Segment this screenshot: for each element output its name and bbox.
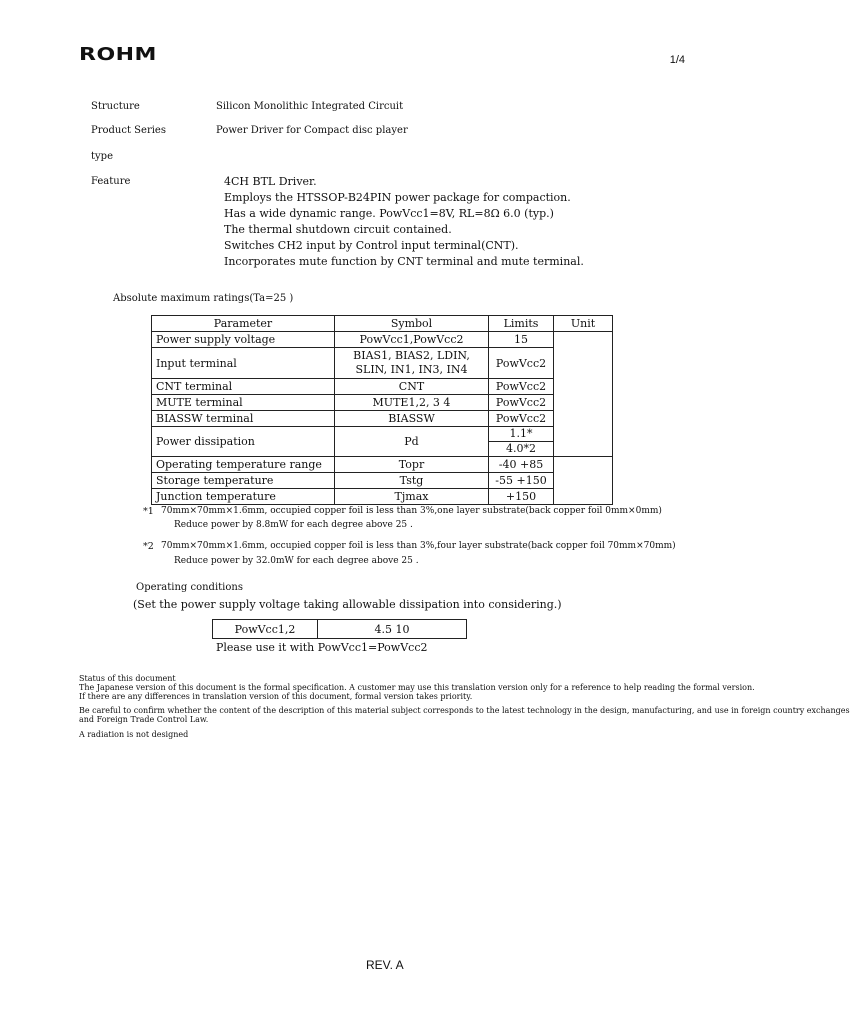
col-header-symbol: Symbol (335, 316, 489, 332)
note2-reduce: Reduce power by 32.0mW for each degree above 25 . (174, 556, 419, 566)
limits-cell (489, 427, 554, 457)
limits-cell: +150 (489, 489, 554, 505)
col-header-unit: Unit (554, 316, 613, 332)
parameter-cell: Power supply voltage (152, 332, 335, 348)
feature-line: Has a wide dynamic range. PowVcc1=8V, RL=8Ω 6.0 (typ.) (224, 207, 554, 220)
table-row (152, 395, 613, 411)
col-header-limits: Limits (489, 316, 554, 332)
table-row (213, 620, 467, 639)
series-value: Power Driver for Compact disc player (216, 125, 408, 136)
feature-line: Switches CH2 input by Control input terminal(CNT). (224, 239, 519, 252)
absolute-maximum-ratings-table (151, 315, 613, 505)
operating-conditions-table (212, 619, 467, 639)
limits-cell: -40 +85 (489, 457, 554, 473)
symbol-cell: CNT (335, 379, 489, 395)
note2-mark: *2 (143, 541, 154, 552)
limits-cell: 15 (489, 332, 554, 348)
limits-cell: PowVcc2 (489, 395, 554, 411)
symbol-cell: Pd (335, 427, 489, 457)
status-line: A radiation is not designed (79, 730, 189, 739)
abs-max-title: Absolute maximum ratings(Ta=25 ) (113, 293, 294, 304)
status-line: If there are any differences in translation version of this document, formal version takes priority. (79, 692, 473, 701)
status-line: Be careful to confirm whether the content of the description of this material subject corresponds to the latest technology in the design, manufacturing, and use in foreign country exchanges (79, 706, 850, 715)
parameter-cell: Power dissipation (152, 427, 335, 457)
table-row (152, 489, 613, 505)
operating-title: Operating conditions (136, 582, 243, 593)
operating-value-cell: 4.5 10 (318, 620, 467, 639)
status-line: and Foreign Trade Control Law. (79, 715, 209, 724)
feature-line: Incorporates mute function by CNT terminal and mute terminal. (224, 255, 584, 268)
unit-cell (554, 457, 613, 505)
table-row (152, 348, 613, 379)
parameter-cell: Junction temperature (152, 489, 335, 505)
limits-line: 1.1* (489, 427, 553, 442)
operating-note: Please use it with PowVcc1=PowVcc2 (216, 641, 428, 654)
symbol-cell: Topr (335, 457, 489, 473)
series-label: Product Series (91, 125, 166, 136)
limits-cell: -55 +150 (489, 473, 554, 489)
structure-value: Silicon Monolithic Integrated Circuit (216, 101, 404, 112)
limits-cell: PowVcc2 (489, 348, 554, 379)
structure-label: Structure (91, 101, 140, 112)
operating-subtitle: (Set the power supply voltage taking allowable dissipation into considering.) (133, 598, 562, 611)
status-line: The Japanese version of this document is the formal specification. A customer may use this translation version only for a reference to help reading the formal version. (79, 683, 755, 692)
parameter-cell: Input terminal (152, 348, 335, 379)
symbol-cell: Tjmax (335, 489, 489, 505)
symbol-cell: PowVcc1,PowVcc2 (335, 332, 489, 348)
limits-cell: PowVcc2 (489, 379, 554, 395)
symbol-cell: BIASSW (335, 411, 489, 427)
status-heading: Status of this document (79, 674, 176, 683)
parameter-cell: Storage temperature (152, 473, 335, 489)
symbol-line: SLIN, IN1, IN3, IN4 (355, 363, 468, 376)
parameter-cell: MUTE terminal (152, 395, 335, 411)
note1-reduce: Reduce power by 8.8mW for each degree above 25 . (174, 520, 413, 530)
symbol-cell: Tstg (335, 473, 489, 489)
feature-line: The thermal shutdown circuit contained. (224, 223, 452, 236)
table-row (152, 457, 613, 473)
symbol-cell: MUTE1,2, 3 4 (335, 395, 489, 411)
unit-cell (554, 332, 613, 457)
note1-text: 70mm×70mm×1.6mm, occupied copper foil is less than 3%,one layer substrate(back copper foil 0mm×0mm) (161, 506, 662, 516)
table-row (152, 427, 613, 457)
table-row (152, 473, 613, 489)
feature-label: Feature (91, 176, 131, 187)
table-row (152, 379, 613, 395)
parameter-cell: BIASSW terminal (152, 411, 335, 427)
revision-label: REV. A (366, 958, 404, 972)
feature-line: Employs the HTSSOP-B24PIN power package for compaction. (224, 191, 571, 204)
table-row (152, 411, 613, 427)
parameter-cell: CNT terminal (152, 379, 335, 395)
page-number: 1/4 (669, 54, 685, 66)
table-header-row (152, 316, 613, 332)
limits-cell: PowVcc2 (489, 411, 554, 427)
note2-text: 70mm×70mm×1.6mm, occupied copper foil is less than 3%,four layer substrate(back copper foil 70mm×70mm) (161, 541, 676, 551)
note1-mark: *1 (143, 506, 154, 517)
symbol-line: BIAS1, BIAS2, LDIN, (353, 349, 470, 362)
symbol-cell (335, 348, 489, 379)
limits-line: 4.0*2 (506, 442, 536, 455)
operating-label-cell: PowVcc1,2 (213, 620, 318, 639)
rohm-logo: ROHM (79, 45, 157, 65)
feature-line: 4CH BTL Driver. (224, 175, 317, 188)
parameter-cell: Operating temperature range (152, 457, 335, 473)
table-row (152, 332, 613, 348)
col-header-parameter: Parameter (152, 316, 335, 332)
type-label: type (91, 151, 113, 162)
